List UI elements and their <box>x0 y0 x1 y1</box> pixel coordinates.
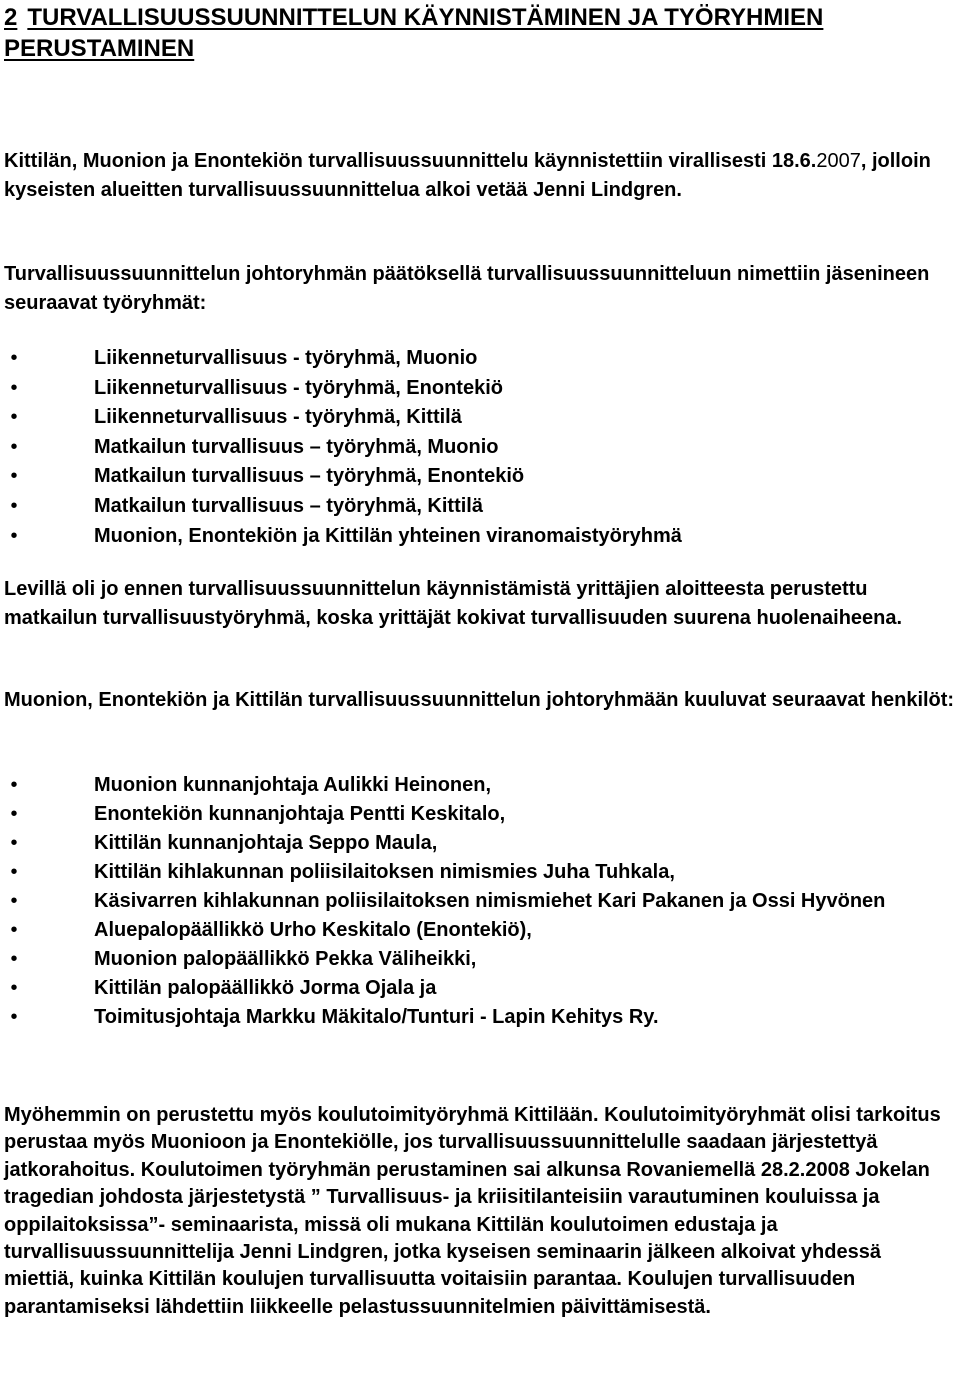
list-item: • Enontekiön kunnanjohtaja Pentti Keskitalo, <box>4 800 956 829</box>
groups-intro-paragraph: Turvallisuussuunnittelun johtoryhmän päätöksellä turvallisuussuunnitteluun nimettiin jäsenineen seuraavat työryhmät: <box>4 263 930 314</box>
bullet-icon: • <box>10 435 18 458</box>
list-item: • Liikenneturvallisuus - työryhmä, Kittilä <box>4 403 956 433</box>
list-item: • Liikenneturvallisuus - työryhmä, Muonio <box>4 344 956 374</box>
board-member-list <box>4 771 956 1032</box>
bullet-icon: • <box>10 347 18 369</box>
intro-bold-part: Kittilän, Muonion ja Enontekiön turvallisuussuunnittelu käynnistettiin virallisesti 18.6. <box>4 150 817 172</box>
list-item: • Matkailun turvallisuus – työryhmä, Enontekiö <box>4 462 956 492</box>
list-item: • Muonion palopäällikkö Pekka Väliheikki, <box>4 945 956 974</box>
bullet-icon: • <box>10 977 18 999</box>
list-item: • Liikenneturvallisuus - työryhmä, Enontekiö <box>4 374 956 404</box>
bullet-icon: • <box>10 406 18 429</box>
bullet-icon: • <box>10 465 18 488</box>
levi-paragraph: Levillä oli jo ennen turvallisuussuunnittelun käynnistämistä yrittäjien aloitteesta perustettu matkailun turvallisuustyöryhmä, koska yrittäjät kokivat turvallisuuden suurena huolenaiheena. <box>4 578 903 629</box>
school-paragraph: Myöhemmin on perustettu myös koulutoimityöryhmä Kittilään. Koulutoimityöryhmät olisi tarkoitus perustaa myös Muonioon ja Enontekiölle, jos turvallisuussuunnittelulle saadaan järjestettyä jatkorahoitus. Koulutoimen työryhmän perustaminen sai alkunsa Rovaniemellä 28.2.2008 Jokelan tragedian johdosta järjestetystä ” Turvallisuus- ja kriisitilanteisiin varautuminen kouluissa ja oppilaitoksissa”- seminaarista, missä oli mukana Kittilän koulutoimen edustaja ja turvallisuussuunnittelija Jenni Lindgren, jotka kyseisen seminaarin jälkeen alkoivat yhdessä miettiä, kuinka Kittilän koulujen turvallisuutta voitaisiin parantaa. Koulujen turvallisuuden parantamiseksi lähdettiin liikkeelle pelastussuunnitelmien päivittämisestä. <box>4 1104 941 1318</box>
section-heading <box>4 2 956 64</box>
intro-year: 2007 <box>816 150 861 172</box>
bullet-icon: • <box>10 1006 18 1028</box>
bullet-icon: • <box>10 524 18 547</box>
list-item: • Matkailun turvallisuus – työryhmä, Muonio <box>4 433 956 463</box>
bullet-icon: • <box>10 803 18 825</box>
list-item: • Toimitusjohtaja Markku Mäkitalo/Tunturi - Lapin Kehitys Ry. <box>4 1003 956 1032</box>
bullet-icon: • <box>10 919 18 941</box>
section-title: TURVALLISUUSSUUNNITTELUN KÄYNNISTÄMINEN JA TYÖRYHMIEN PERUSTAMINEN <box>4 4 824 62</box>
bullet-icon: • <box>10 890 18 912</box>
intro-paragraph <box>4 147 956 205</box>
bullet-icon: • <box>10 861 18 883</box>
list-item: • Matkailun turvallisuus – työryhmä, Kittilä <box>4 492 956 522</box>
bullet-icon: • <box>10 832 18 854</box>
board-intro-paragraph: Muonion, Enontekiön ja Kittilän turvallisuussuunnittelun johtoryhmään kuuluvat seuraavat henkilöt: <box>4 689 955 711</box>
section-number: 2 <box>4 4 18 31</box>
list-item: • Kittilän kihlakunnan poliisilaitoksen nimismies Juha Tuhkala, <box>4 858 956 887</box>
list-item: • Muonion, Enontekiön ja Kittilän yhteinen viranomaistyöryhmä <box>4 522 956 552</box>
list-item: • Muonion kunnanjohtaja Aulikki Heinonen, <box>4 771 956 800</box>
list-item: • Käsivarren kihlakunnan poliisilaitoksen nimismiehet Kari Pakanen ja Ossi Hyvönen <box>4 887 956 916</box>
list-item: • Aluepalopäällikkö Urho Keskitalo (Enontekiö), <box>4 916 956 945</box>
intro-rest: , jolloin kyseisten alueitten turvallisuussuunnittelua alkoi vetää Jenni Lindgren. <box>4 150 931 201</box>
bullet-icon: • <box>10 376 18 399</box>
work-group-list <box>4 344 956 551</box>
list-item: • Kittilän kunnanjohtaja Seppo Maula, <box>4 829 956 858</box>
list-item: • Kittilän palopäällikkö Jorma Ojala ja <box>4 974 956 1003</box>
bullet-icon: • <box>10 948 18 970</box>
bullet-icon: • <box>10 494 18 517</box>
bullet-icon: • <box>10 774 18 796</box>
